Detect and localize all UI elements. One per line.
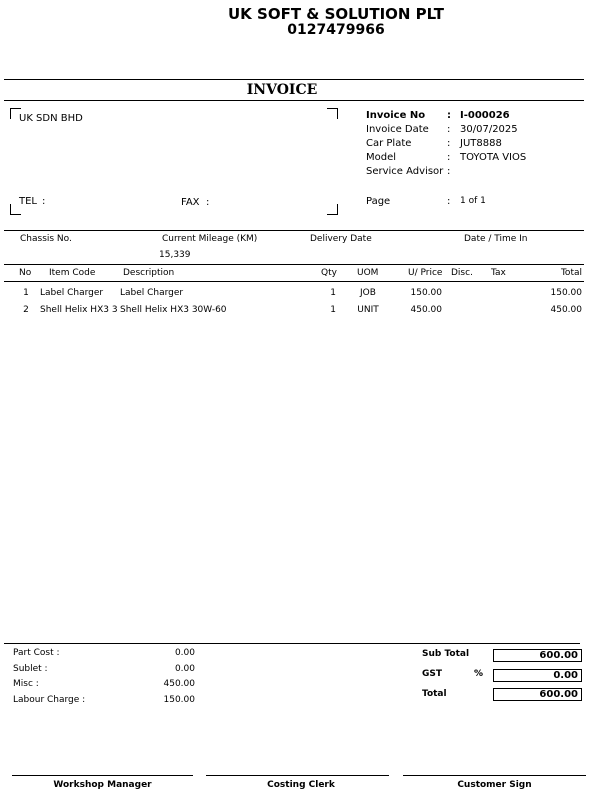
meta-separator: : xyxy=(447,166,451,177)
col-total: Total xyxy=(560,268,582,278)
datetime-in-label: Date / Time In xyxy=(464,234,528,244)
total-value: 600.00 xyxy=(493,688,582,701)
row-no: 2 xyxy=(23,305,29,315)
meta-value: TOYOTA VIOS xyxy=(460,152,527,163)
col-qty: Qty xyxy=(321,268,337,278)
row-price: 450.00 xyxy=(410,305,442,315)
row-qty: 1 xyxy=(330,288,336,298)
row-qty: 1 xyxy=(330,305,336,315)
page-label: Page xyxy=(366,196,391,207)
company-phone: 0127479966 xyxy=(287,22,385,38)
meta-label: Invoice No xyxy=(366,110,426,121)
header-rule xyxy=(4,79,584,80)
costing-clerk-label: Costing Clerk xyxy=(267,780,335,790)
col-discount: Disc. xyxy=(451,268,473,278)
total-label: Total xyxy=(422,689,447,699)
cost-label: Labour Charge : xyxy=(13,694,86,705)
page-separator: : xyxy=(447,196,451,207)
meta-value: 30/07/2025 xyxy=(460,124,518,135)
cost-value: 450.00 xyxy=(163,679,195,689)
cost-label: Misc : xyxy=(13,679,39,689)
col-item-code: Item Code xyxy=(49,268,96,278)
mileage-value: 15,339 xyxy=(159,250,191,260)
col-unit-price: U/ Price xyxy=(408,268,443,278)
row-code: Shell Helix HX3 3 xyxy=(40,305,118,315)
delivery-date-label: Delivery Date xyxy=(310,234,372,244)
gst-percent: % xyxy=(474,669,484,679)
company-name: UK SOFT & SOLUTION PLT xyxy=(228,5,444,23)
fax-separator: : xyxy=(206,197,210,208)
customer-name: UK SDN BHD xyxy=(19,113,83,124)
table-top-rule xyxy=(4,264,584,265)
sign-line-workshop xyxy=(12,775,193,776)
meta-label: Invoice Date xyxy=(366,124,429,135)
sign-line-customer xyxy=(403,775,586,776)
gst-label: GST xyxy=(422,669,443,679)
meta-separator: : xyxy=(447,152,451,163)
gst-value: 0.00 xyxy=(493,669,582,682)
cost-label: Part Cost : xyxy=(13,648,60,658)
meta-separator: : xyxy=(447,110,451,121)
meta-value: I-000026 xyxy=(460,110,510,121)
row-desc: Label Charger xyxy=(120,288,184,298)
chassis-label: Chassis No. xyxy=(20,234,72,244)
workshop-manager-label: Workshop Manager xyxy=(53,780,152,790)
cost-label: Sublet : xyxy=(13,663,48,674)
row-price: 150.00 xyxy=(410,288,442,298)
row-total: 150.00 xyxy=(550,288,582,298)
row-no: 1 xyxy=(23,288,29,298)
col-uom: UOM xyxy=(357,268,379,278)
cost-value: 150.00 xyxy=(163,694,195,705)
row-uom: JOB xyxy=(360,288,376,298)
tel-separator: : xyxy=(42,196,46,207)
col-no: No xyxy=(19,268,32,278)
vehicle-top-rule xyxy=(4,230,584,231)
row-code: Label Charger xyxy=(40,288,104,298)
footer-rule xyxy=(4,643,580,644)
meta-label: Service Advisor xyxy=(366,166,444,177)
meta-separator: : xyxy=(447,138,451,149)
sign-line-costing xyxy=(206,775,389,776)
col-tax: Tax xyxy=(491,268,506,278)
cost-value: 0.00 xyxy=(174,648,195,658)
tel-label: TEL xyxy=(19,196,37,207)
meta-label: Model xyxy=(366,152,397,163)
row-desc: Shell Helix HX3 30W-60 xyxy=(120,305,227,315)
row-total: 450.00 xyxy=(550,305,582,315)
meta-separator: : xyxy=(447,124,451,135)
table-header-rule xyxy=(4,281,584,282)
meta-label: Car Plate xyxy=(366,138,412,149)
cost-value: 0.00 xyxy=(174,663,195,674)
invoice-title: INVOICE xyxy=(246,82,318,98)
page-value: 1 of 1 xyxy=(460,196,486,206)
subtotal-value: 600.00 xyxy=(493,649,582,662)
fax-label: FAX xyxy=(181,197,200,208)
customer-sign-label: Customer Sign xyxy=(457,780,532,790)
subtotal-label: Sub Total xyxy=(422,649,470,659)
meta-value: JUT8888 xyxy=(460,138,502,149)
title-rule xyxy=(4,100,584,101)
mileage-label: Current Mileage (KM) xyxy=(162,234,258,244)
row-uom: UNIT xyxy=(357,305,379,315)
col-description: Description xyxy=(123,268,175,278)
